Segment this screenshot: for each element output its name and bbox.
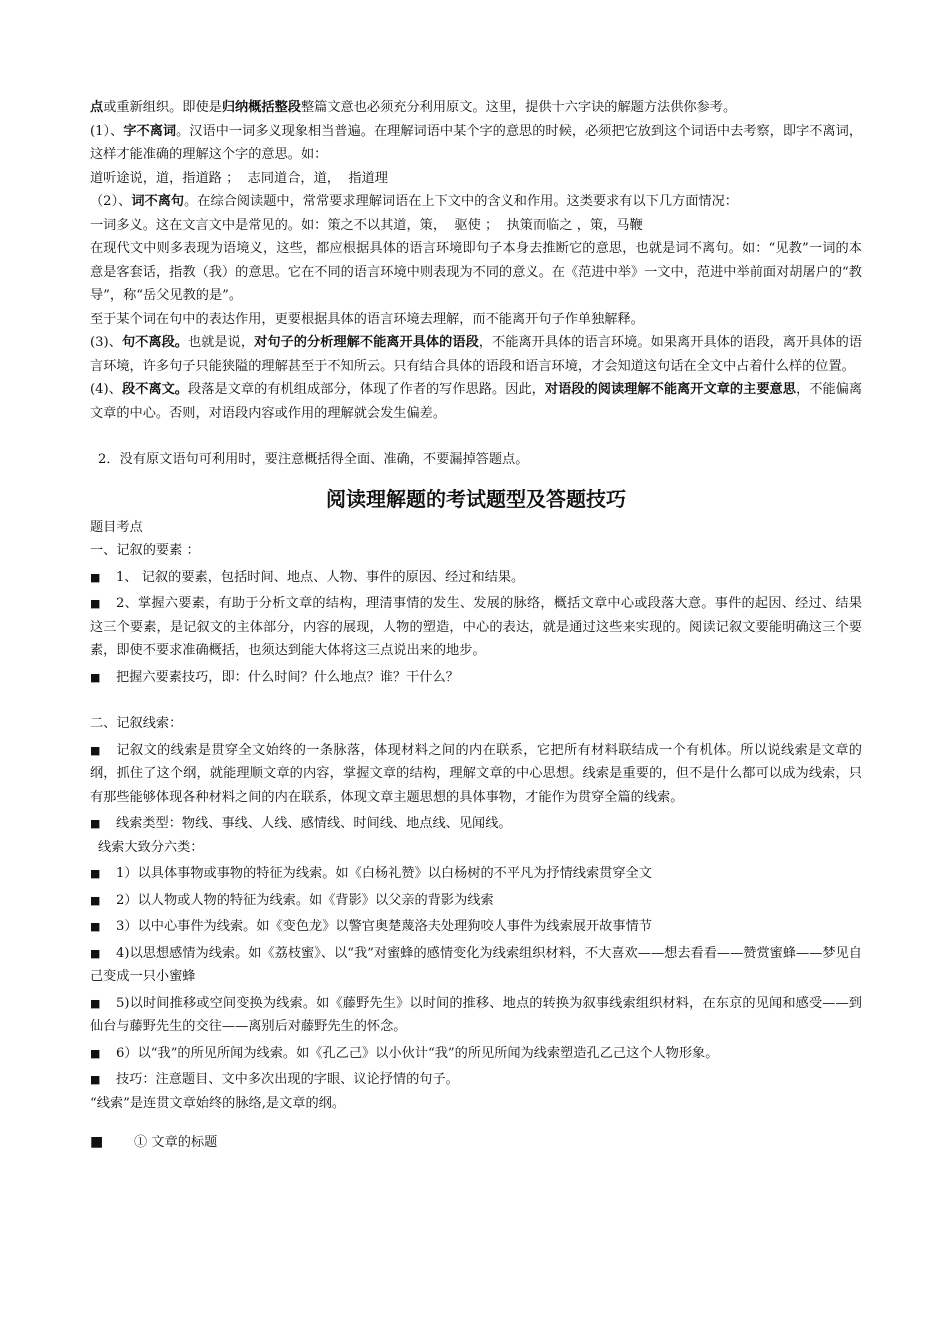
document-page [90, 96, 862, 1155]
section-1-example: 道听途说，道，指道路 ； 志同道合，道， 指道理 [90, 170, 388, 186]
square-bullet-icon: ■ [90, 1073, 101, 1086]
bold-text: 点 [90, 100, 104, 115]
page-title: 阅读理解题的考试题型及答题技巧 [326, 486, 626, 511]
spacer [90, 689, 862, 712]
section-1: (1）、字不离词。汉语中一词多义现象相当普遍。在理解词语中某个字的意思的时候，必须把它放到这个词语中去考察，即字不离词，这样才能准确的理解这个字的意思。如： [90, 123, 863, 162]
square-bullet-icon: ■ [90, 946, 101, 960]
section-2: （2）、词不离句。在综合阅读题中，常常要求理解词语在上下文中的含义和作用。这类要求有以下几方面情况： [90, 194, 738, 209]
list-item: ■ 1）以具体事物或事物的特征为线索。如《白杨礼赞》以白杨树的不平凡为抒情线索贯穿全文 [90, 862, 862, 886]
spacer [90, 425, 862, 448]
square-bullet-icon: ■ [90, 867, 101, 880]
square-bullet-icon: ■ [90, 893, 101, 907]
spacer [90, 1115, 862, 1125]
list-item: ■ 线索类型：物线、事线、人线、感情线、时间线、地点线、见闻线。 [90, 812, 862, 836]
square-bullet-icon: ■ [90, 570, 101, 584]
square-bullet-icon: ■ [90, 1046, 101, 1060]
part-2-heading: 二、记叙线索： [90, 716, 183, 731]
list-item: ■ 1、 记叙的要素，包括时间、地点、人物、事件的原因、经过和结果。 [90, 566, 862, 590]
point-2: 2．没有原文语句可利用时，要注意概括得全面、准确，不要漏掉答题点。 [98, 452, 529, 467]
square-bullet-icon: ■ [90, 817, 101, 830]
list-item: ■ 4)以思想感情为线索。如《荔枝蜜》、以“我”对蜜蜂的感情变化为线索组织材料，不大喜欢——想去看看——赞赏蜜蜂——梦见自己变成一只小蜜蜂 [90, 942, 862, 989]
text: 或重新组织。即使是 [103, 100, 222, 115]
part-1-heading: 一、记叙的要素 ： [90, 543, 200, 558]
exam-points-label: 题目考点 [90, 519, 143, 535]
section-2-line3: 在现代文中则多表现为语境义，这些，都应根据具体的语言环境即句子本身去推断它的意思，也就是词不离句。如：“见教”一词的本意是客套话，指教（我）的意思。它在不同的语言环境中则表现为不同的意义。在《范进中举》一文中，范进中举前面对胡屠户的“教导”，称“岳父见教的是”。 [90, 241, 862, 303]
bold-text: 归纳概括整段 [221, 100, 301, 115]
section-2-line2: 一词多义。这在文言文中是常见的。如：策之不以其道，策， 驱使 ； 执策而临之 ，策，马鞭 [90, 217, 643, 233]
list-item: ■ 5)以时间推移或空间变换为线索。如《藤野先生》以时间的推移、地点的转换为叙事线索组织材料，在东京的见闻和感受——到仙台与藤野先生的交往——离别后对藤野先生的怀念。 [90, 992, 862, 1039]
six-types-label: 线索大致分六类： [98, 839, 204, 855]
list-item: ■ 记叙文的线索是贯穿全文始终的一条脉落，体现材料之间的内在联系，它把所有材料联结成一个有机体。所以说线索是文章的纲，抓住了这个纲，就能理顺文章的内容，掌握文章的结构，理解文章的中心思想。线索是重要的，但不是什么都可以成为线索，只有那些能够体现各种材料之间的内在联系，体现文章主题思想的具体事物，才能作为贯穿全篇的线索。 [90, 739, 862, 810]
list-item: ■ 6）以“我”的所见所闻为线索。如《孔乙己》以小伙计“我”的所见所闻为线索塑造孔乙己这个人物形象。 [90, 1042, 862, 1066]
section-2-line4: 至于某个词在句中的表达作用，更要根据具体的语言环境去理解，而不能离开句子作单独解释。 [90, 311, 644, 327]
section-4: (4)、段不离文。段落是文章的有机组成部分，体现了作者的写作思路。因此，对语段的阅读理解不能离开文章的主要意思，不能偏离文章的中心。否则，对语段内容或作用的理解就会发生偏差。 [90, 382, 863, 421]
clue-definition: “线索”是连贯文章始终的脉络,是文章的纲。 [90, 1095, 346, 1111]
intro-paragraph [90, 96, 862, 120]
list-item: ■ 技巧：注意题目、文中多次出现的字眼、议论抒情的句子。 [90, 1068, 862, 1092]
list-item: ■ 3）以中心事件为线索。如《变色龙》以警官奥楚蔑洛夫处理狗咬人事件为线索展开故事情节 [90, 915, 862, 939]
square-bullet-icon: ■ [90, 1134, 104, 1150]
square-bullet-icon: ■ [90, 670, 101, 684]
list-item: ■ ① 文章的标题 [90, 1131, 862, 1155]
list-item: ■ 2、掌握六要素，有助于分析文章的结构，理清事情的发生、发展的脉络，概括文章中心或段落大意。事件的起因、经过、结果这三个要素，是记叙文的主体部分，内容的展现，人物的塑造，中心的表达，就是通过这些来实现的。阅读记叙文要能明确这三个要素，即使不要求准确概括，也须达到能大体将这三点说出来的地步。 [90, 592, 862, 663]
section-3: (3)、句不离段。也就是说，对句子的分析理解不能离开具体的语段，不能离开具体的语言环境。如果离开具体的语段，离开具体的语言环境，许多句子只能狭隘的理解甚至于不知所云。只有结合具体的语段和语言环境，才会知道这句话在全文中占着什么样的位置。 [90, 335, 863, 374]
list-item: ■ 把握六要素技巧，即：什么时间？什么地点？谁？干什么？ [90, 666, 862, 690]
section-2-title: 词不离句 [131, 194, 185, 209]
section-4-title: 段不离文。 [121, 382, 189, 397]
square-bullet-icon: ■ [90, 743, 101, 757]
section-1-title: 字不离词 [123, 123, 177, 139]
square-bullet-icon: ■ [90, 920, 101, 933]
square-bullet-icon: ■ [90, 996, 101, 1010]
square-bullet-icon: ■ [90, 597, 101, 610]
text: 整篇文意也必须充分利用原文。这里，提供十六字诀的解题方法供你参考。 [301, 100, 737, 115]
section-3-title: 句不离段。 [121, 335, 189, 350]
list-item: ■ 2）以人物或人物的特征为线索。如《背影》以父亲的背影为线索 [90, 889, 862, 913]
